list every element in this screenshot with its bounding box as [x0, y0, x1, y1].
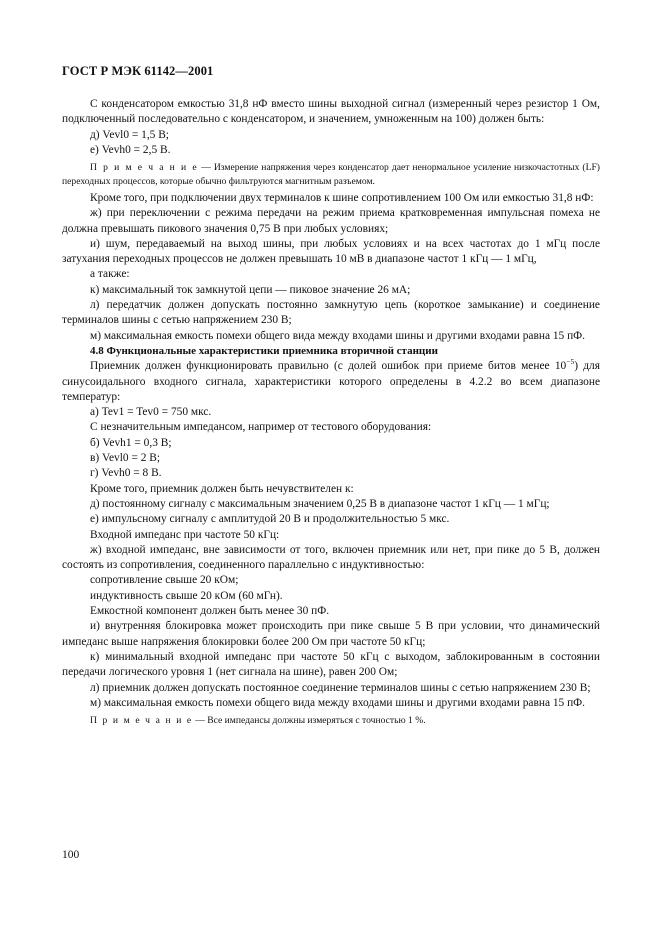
item-l2: л) приемник должен допускать постоянное соединение терминалов шины с сетью напряжением 230 В; — [90, 681, 591, 694]
paragraph-low-impedance: С незначительным импедансом, например от тестового оборудования: — [90, 421, 432, 434]
item-i: и) шум, передаваемый на выход шины, при любых условиях и на всех частотах до 1 мГц после затухания переходных процессов не должен превышать 10 мВ в диапазоне частот 1 кГц — 1 мГц, — [62, 237, 600, 266]
item-v: в) Vevl0 = 2 В; — [90, 452, 161, 465]
item-zh: ж) при переключении с режима передачи на режим приема кратковременная импульсная помеха не должна превышать пикового значения 0,75 В при любых условиях; — [62, 207, 600, 235]
note-text: — Измерение напряжения через конденсатор дает ненормальное усиление низкочастотных (LF) переходных процессов, которые обычно фильтруются магнитным разъемом. — [62, 162, 600, 187]
inductance-text: индуктивность свыше 20 кОм (60 мГн). — [90, 589, 283, 602]
item-e: е) Vevh0 = 2,5 В. — [90, 143, 171, 156]
item-b: б) Vevh1 = 0,3 В; — [90, 436, 172, 449]
receiver-text-a: Приемник должен функционировать правильно (с долей ошибок при приеме битов менее 10 — [90, 360, 567, 373]
item-zh2: ж) входной импеданс, вне зависимости от того, включен приемник или нет, при пике до 5 В, должен состоять из сопротивления, соединенного параллельно с индуктивностью: — [62, 543, 600, 572]
note-label-2: П р и м е ч а н и е — [90, 715, 193, 727]
item-k2: к) минимальный входной импеданс при частоте 50 кГц с выходом, заблокированным в состоянии передачи логического уровня 1 (нет сигнала на шине), равен 200 Ом; — [62, 650, 600, 679]
paragraph-input-impedance: Входной импеданс при частоте 50 кГц: — [90, 528, 280, 541]
item-g: г) Vevh0 = 8 В. — [90, 467, 162, 480]
capacitive-text: Емкостной компонент должен быть менее 30 пФ. — [90, 605, 330, 618]
note-2 — [62, 714, 600, 727]
page-number: 100 — [62, 849, 80, 861]
section-heading: 4.8 Функциональные характеристики приемника вторичной станции — [90, 344, 438, 357]
paragraph-insensitive: Кроме того, приемник должен быть нечувствителен к: — [90, 482, 354, 495]
paragraph-capacitor: С конденсатором емкостью 31,8 нФ вместо шины выходной сигнал (измеренный через резистор 1 Ом, подключенный последовательно с конденсатором, и значением, умноженным на 100) должен быть: — [62, 98, 600, 126]
item-i2: и) внутренняя блокировка может происходить при пике свыше 5 В при условии, что динамический импеданс выше напряжения блокировки более 200 Ом при частоте 50 кГц; — [62, 620, 600, 648]
document-body — [62, 97, 600, 731]
note-text-2: — Все импедансы должны измеряться с точностью 1 %. — [195, 715, 426, 727]
item-m: м) максимальная емкость помехи общего вида между входами шины и другими входами равна 15 пФ. — [90, 329, 586, 342]
document-header: ГОСТ Р МЭК 61142—2001 — [62, 64, 214, 78]
exponent: −5 — [566, 357, 575, 367]
item-e2: е) импульсному сигналу с амплитудой 20 В и продолжительностью 5 мкс. — [90, 513, 450, 526]
note-1 — [62, 161, 600, 188]
item-d: д) Vevl0 = 1,5 В; — [90, 128, 169, 141]
item-a: а) Tev1 = Tev0 = 750 мкс. — [90, 406, 212, 419]
item-l: л) передатчик должен допускать постоянно замкнутую цепь (короткое замыкание) и соединение терминалов шины с сетью напряжением 230 В; — [62, 299, 600, 327]
item-k: к) максимальный ток замкнутой цепи — пиковое значение 26 мА; — [90, 283, 411, 296]
also-text: а также: — [90, 268, 130, 281]
item-d2: д) постоянному сигналу с максимальным значением 0,25 В в диапазоне частот 1 кГц — 1 мГц; — [90, 497, 550, 510]
paragraph-receiver — [62, 359, 600, 405]
paragraph-two-terminals: Кроме того, при подключении двух терминалов к шине сопротивлением 100 Ом или емкостью 31,8 нФ: — [90, 192, 594, 204]
receiver-text-b: ) для синусоидального входного сигнала, характеристики которого определены в 4.2.2 во всем диапазоне температур: — [62, 360, 600, 403]
resistance-text: сопротивление свыше 20 кОм; — [90, 574, 239, 587]
item-m2: м) максимальная емкость помехи общего вида между входами шины и другими входами равна 15 пФ. — [90, 696, 586, 709]
note-label: П р и м е ч а н и е — [90, 162, 199, 174]
